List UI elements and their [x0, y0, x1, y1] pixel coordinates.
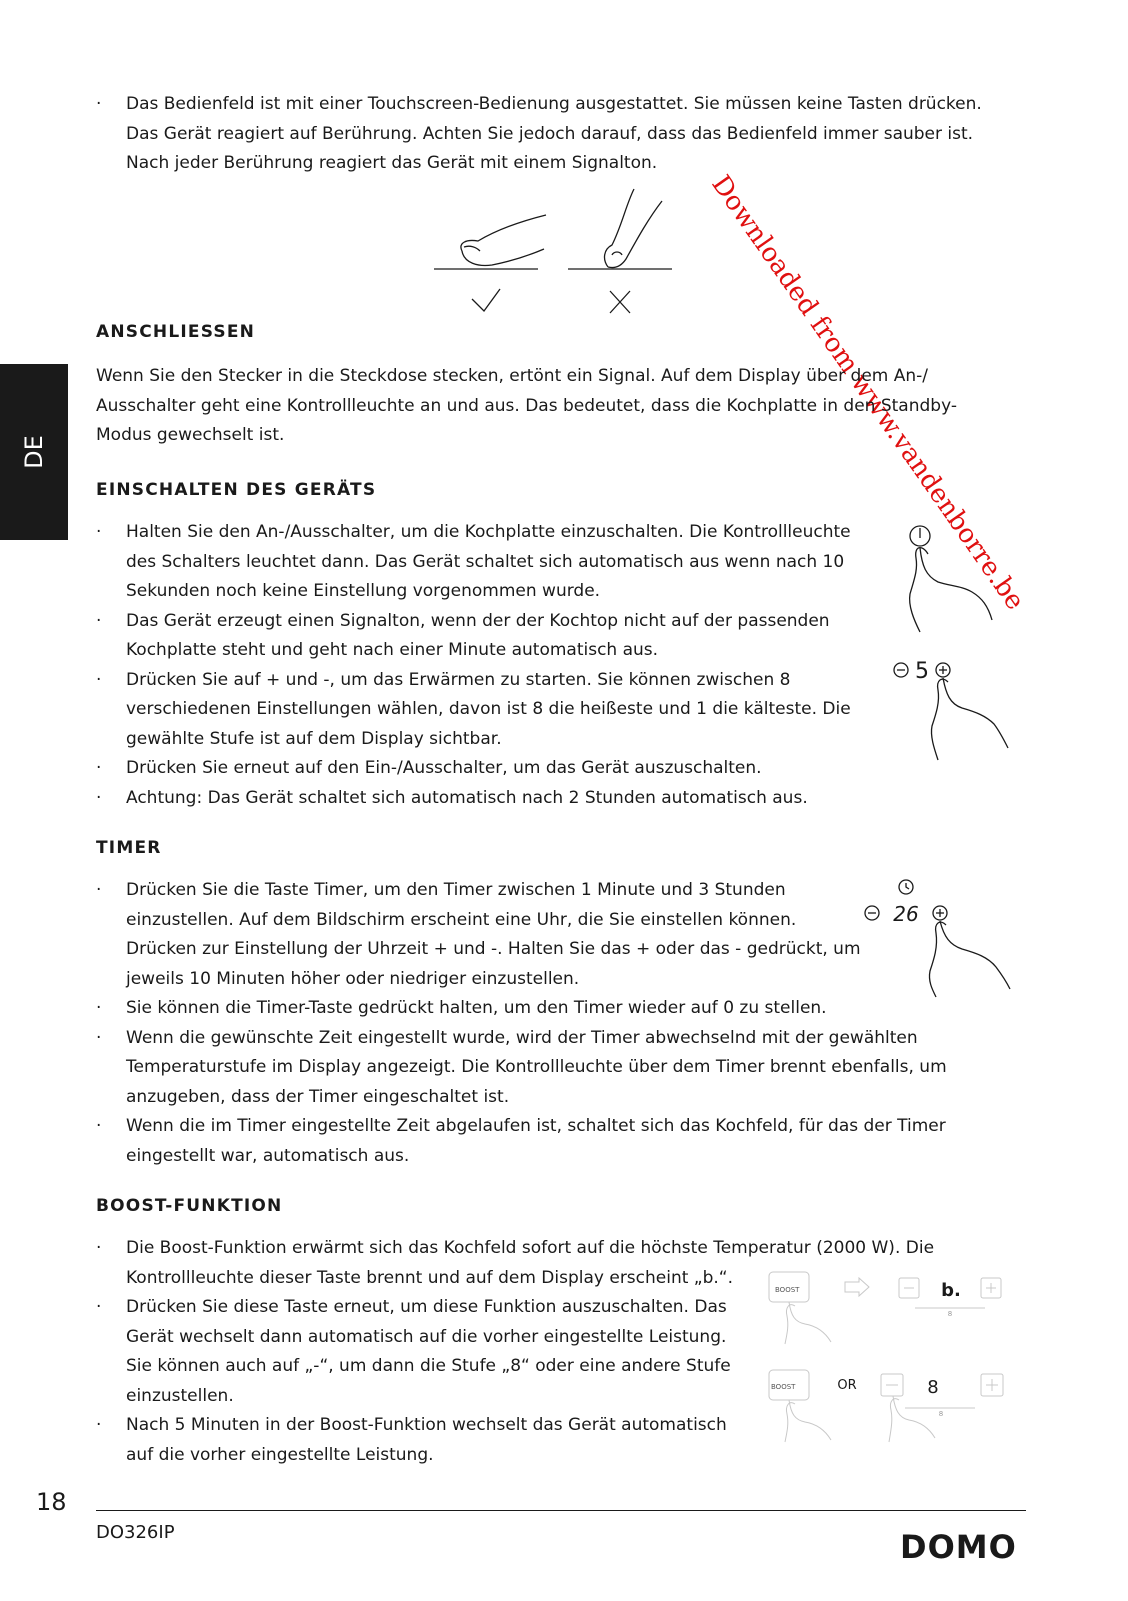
or-label: OR — [837, 1378, 857, 1393]
level-8-display: 8 — [927, 1377, 939, 1398]
brand-logo: DOMO — [900, 1528, 1017, 1566]
timer-control-illustration — [860, 875, 1015, 1000]
section-heading-anschliessen: ANSCHLIESSEN — [96, 322, 256, 342]
scale-label-2: 8 — [938, 1410, 944, 1418]
list-item: · Drücken Sie erneut auf den Ein-/Ausschalter, um das Gerät auszuschalten. — [96, 754, 1036, 784]
boost-illustration — [765, 1270, 1015, 1470]
boost-bullet-list — [96, 1234, 935, 1470]
list-item: · Die Boost-Funktion erwärmt sich das Kochfeld sofort auf die höchste Temperatur (2000 W). Die Kontrollleuchte dieser Taste brennt und auf dem Display erscheint „b.“. — [96, 1234, 976, 1293]
cross-icon — [610, 291, 630, 313]
list-item: · Das Gerät erzeugt einen Signalton, wenn der der Kochtop nicht auf der passenden Kochplatte steht und geht nach einer Minute automatisch aus. — [96, 607, 876, 666]
boost-button-label: BOOST — [775, 1286, 800, 1294]
scale-label: 8 — [947, 1310, 953, 1318]
footer-divider — [96, 1510, 1026, 1511]
list-item: · Drücken Sie auf + und -, um das Erwärmen zu starten. Sie können zwischen 8 verschiedenen Einstellungen wählen, davon ist 8 die heißeste und 1 die kälteste. Die gewählte Stufe ist auf dem Display sichtbar. — [96, 666, 876, 755]
list-item: · Drücken Sie die Taste Timer, um den Timer zwischen 1 Minute und 3 Stunden einzustellen. Auf dem Bildschirm erscheint eine Uhr, die Sie einstellen können. Drücken zur Einstellung der Uhrzeit + und -. Halten Sie das + oder das - gedrückt, um jeweils 10 Minuten höher oder niedriger einzustellen. — [96, 876, 871, 994]
boost-button-label-2: BOOST — [771, 1383, 796, 1391]
intro-bullet-list — [96, 90, 1006, 179]
list-item: · Achtung: Das Gerät schaltet sich automatisch nach 2 Stunden automatisch aus. — [96, 784, 1036, 814]
language-tab-label: DE — [20, 435, 48, 469]
model-number: DO326IP — [96, 1522, 175, 1543]
einschalten-bullet-list — [96, 518, 876, 813]
level-display: 5 — [915, 659, 929, 684]
timer-display: 26 — [893, 902, 919, 926]
list-item: · Halten Sie den An-/Ausschalter, um die Kochplatte einzuschalten. Die Kontrollleuchte des Schalters leuchtet dann. Das Gerät schaltet sich automatisch aus wenn nach 10 Sekunden noch keine Einstellung vorgenommen wurde. — [96, 518, 876, 607]
boost-display: b. — [941, 1280, 961, 1301]
power-button-illustration — [900, 522, 1010, 642]
check-icon — [472, 289, 500, 311]
list-item: · Wenn die gewünschte Zeit eingestellt wurde, wird der Timer abwechselnd mit der gewählten Temperaturstufe im Display angezeigt. Die Kontrollleuchte über dem Timer brennt ebenfalls, um anzugeben, dass der Timer eingeschaltet ist. — [96, 1024, 1006, 1113]
download-watermark: Downloaded from www.vandenborre.be — [705, 170, 1030, 616]
level-control-illustration — [890, 656, 1015, 766]
touch-technique-illustration — [430, 185, 680, 320]
list-item: · Nach 5 Minuten in der Boost-Funktion wechselt das Gerät automatisch auf die vorher eingestellte Leistung. — [96, 1411, 751, 1470]
list-item: · Wenn die im Timer eingestellte Zeit abgelaufen ist, schaltet sich das Kochfeld, für das der Timer eingestellt war, automatisch aus. — [96, 1112, 1006, 1171]
arrow-right-icon — [845, 1278, 869, 1296]
list-item: · Sie können die Timer-Taste gedrückt halten, um den Timer wieder auf 0 zu stellen. — [96, 994, 1006, 1024]
anschliessen-text: Wenn Sie den Stecker in die Steckdose stecken, ertönt ein Signal. Auf dem Display über dem An-/ Ausschalter geht eine Kontrollleuchte an und aus. Das bedeutet, dass die Kochplatte in den Standby-Modus gewechselt ist. — [96, 366, 957, 445]
list-item: · Das Bedienfeld ist mit einer Touchscreen-Bedienung ausgestattet. Sie müssen keine Tasten drücken. Das Gerät reagiert auf Berührung. Achten Sie jedoch darauf, dass das Bedienfeld immer sauber ist. Nach jeder Berührung reagiert das Gerät mit einem Signalton. — [96, 90, 1006, 179]
page-number: 18 — [36, 1488, 67, 1516]
section-heading-einschalten: EINSCHALTEN DES GERÄTS — [96, 480, 377, 500]
section-heading-boost: BOOST-FUNKTION — [96, 1196, 283, 1216]
section-heading-timer: TIMER — [96, 838, 162, 858]
language-tab — [0, 364, 68, 540]
list-item: · Drücken Sie diese Taste erneut, um diese Funktion auszuschalten. Das Gerät wechselt dann automatisch auf die vorher eingestellte Leistung. Sie können auch auf „-“, um dann die Stufe „8“ oder eine andere Stufe einzustellen. — [96, 1293, 751, 1411]
